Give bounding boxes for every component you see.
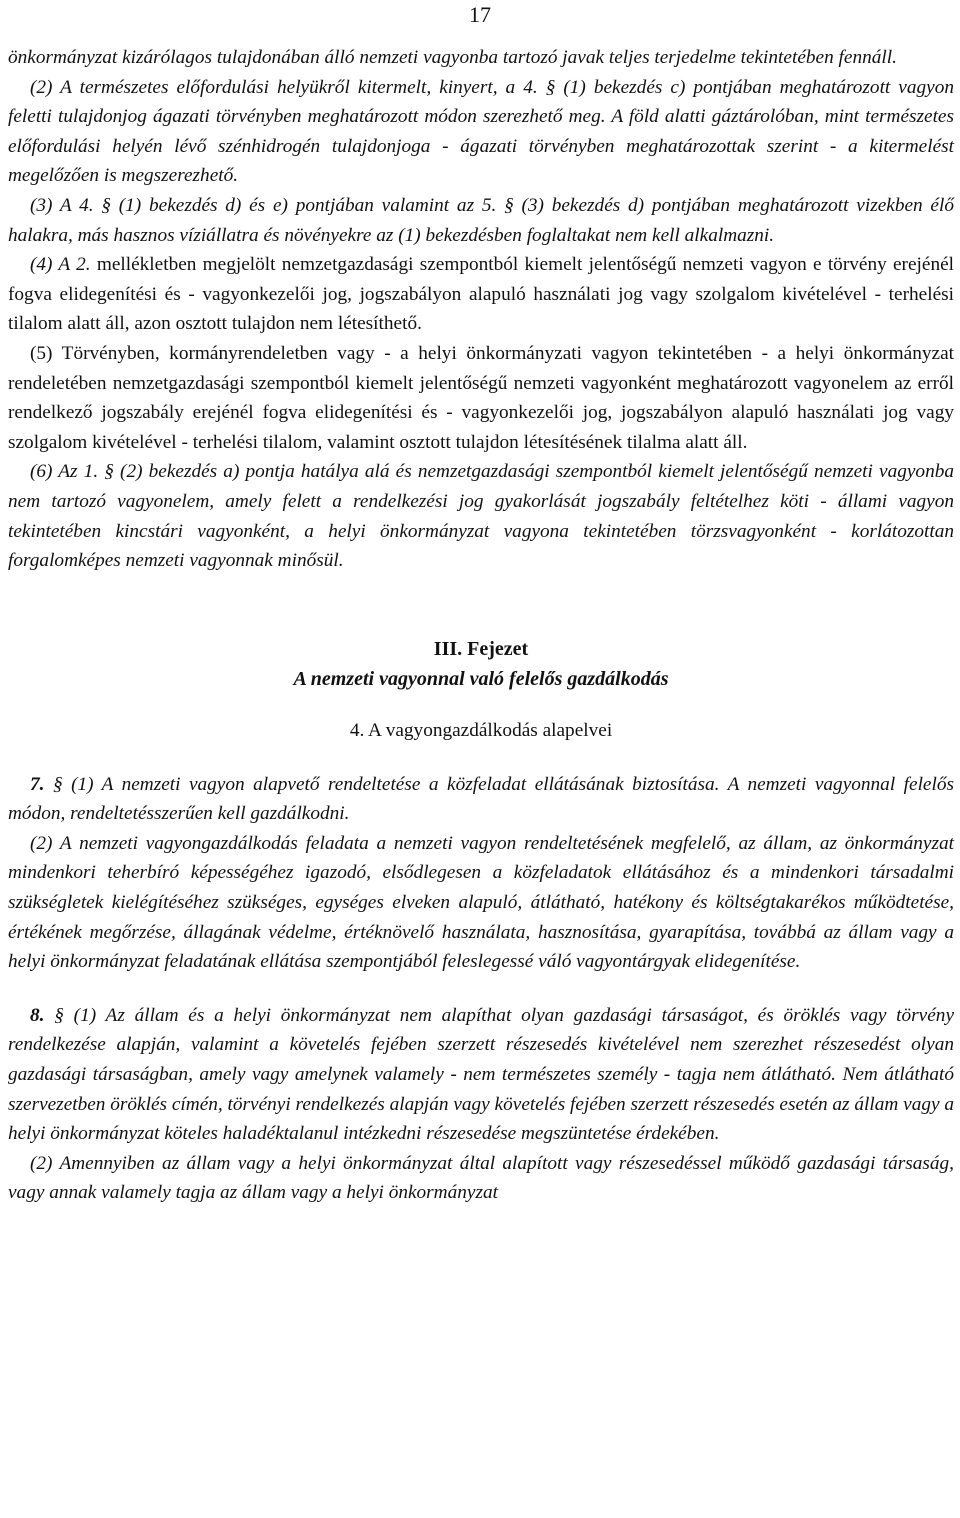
paragraph-text: (2) Amen [30, 1152, 104, 1174]
paragraph-text: mellékletben megjelölt nemzetgazdasági szempontból kiemelt jelentőségű nemzeti vagyon e törvény erejénél fogva elidegenítési és - vagyonkezelői jog, jogszabályon alapuló használati jog vagy szolgalom kivételével - terhelési tilalom alatt áll, azon osztott tulajdon nem létesíthető. [8, 254, 954, 335]
section-7-paragraph-1 [8, 770, 954, 829]
paragraph-text: (5) Törvényben, kormányrendeletben vagy - a helyi önkormányzati vagyon tekintetében - a helyi önkormányzat rendeletében nemzetgazdasági szempontból kiemelt jelentőségű nemzeti vagyonként meghatározott vagyonelem az erről rendelkező jogszabály erejénél fogva elidegenítési és - vagyonkezelői jog, jogszabályon alapuló használati jog vagy szolgalom kivételével - terhelési tilalom, valamint osztott tulajdon létesítésének tilalma alatt áll. [8, 342, 954, 453]
paragraph-4 [8, 250, 954, 339]
paragraph-5 [8, 339, 954, 457]
paragraph-text: § (1) A nemzeti vagyon alapvető rendeltetése a közfeladat ellátásának biztosítása. A nemzeti vagyonnal felelős módon, rendeltetésszerűen kell gazdálkodni. [8, 773, 954, 825]
paragraph-text: (4) A 2. [30, 254, 91, 276]
paragraph-2 [8, 73, 954, 191]
paragraph-text: (2) A természetes előfordulási helyükről kitermelt, kinyert, a 4. § (1) bekezdés c) pontjában meghatározott vagyon feletti tulajdonjog ágazati törvényben meghatározott módon szerezhető meg. A föld alatti gáztárolóban, mint természetes előfordulási helyén lévő szénhidrogén tulajdonjoga - ágazati törvényben meghatározottak szerint - a kitermelést megelőzően is megszerezhető. [8, 76, 954, 187]
paragraph-text: nyiben az állam vagy a helyi önkormányzat által alapított vagy részesedéssel működő gazdasági társaság, vagy annak valamely tagja az állam vagy a helyi önkormányzat [8, 1152, 954, 1204]
section-7-paragraph-2 [8, 829, 954, 977]
paragraph-text: (2) A nemzeti vagyongazdálkodás feladata a nemzeti vagyon rendeltetésének megfelelő, az állam, az önkormányzat mindenkori teherbíró képességéhez igazodó, elsődlegesen a közfeladatok ellátásához és a mindenkori társadalmi szükségletek kielégítéséhez szükséges, egységes elveken alapuló, átlátható, hatékony és költségtakarékos működtetése, értékének megőrzése, állagának védelme, értéknövelő használata, hasznosítása, gyarapítása, továbbá az állam vagy a helyi önkormányzat feladatának ellátása szempontjából feleslegessé váló vagyontárgyak elidegenítése. [8, 832, 954, 973]
section-number: 7. [30, 773, 45, 795]
paragraph-text: (3) A 4. § (1) bekezdés d) és e) pontjában valamint az 5. § (3) bekezdés d) pontjában meghatározott vizekben élő halakra, más hasznos víziállatra és növényekre az (1) bekezdésben foglaltakat nem kell alkalmazni. [8, 194, 954, 246]
paragraph-3 [8, 191, 954, 250]
paragraph-text: (6) Az 1. § (2) bekezdés a) pontja hatálya alá és nemzetgazdasági szempontból kiemelt jelentőségű nemzeti vagyonba nem tartozó vagyonelem, amely felett a rendelkezési jog gyakorlását jogszabály feltételhez köti - állami vagyon tekintetében kincstári vagyonként, a helyi önkormányzat vagyona tekintetében törzsvagyonként - korlátozottan forgalomképes nemzeti vagyonnak minősül. [8, 461, 954, 572]
section-number: 8. [30, 1004, 45, 1026]
paragraph-6 [8, 457, 954, 575]
section-8-paragraph-2 [8, 1149, 954, 1208]
paragraph-text: § (1) Az állam és a helyi önkormányzat nem alapíthat olyan gazdasági társaságot, és öröklés vagy törvény rendelkezése alapján, valamint a követelés fejében szerzett részesedés kivételével nem szerezhet részesedést olyan gazdasági társaságban, amely vagy amelynek vala [8, 1004, 954, 1086]
paragraph-continuation [8, 43, 954, 73]
chapter-title: A nemzeti vagyonnal való felelős gazdálkodás [293, 667, 669, 690]
chapter-number: III. Fejezet [433, 637, 529, 660]
paragraph-text: önkormányzat kizárólagos tulajdonában álló nemzeti vagyonba tartozó javak teljes terjedelme tekintetében fennáll. [8, 47, 897, 68]
document-body [8, 43, 954, 1208]
paragraph-text: mely - nem természetes személy - tagja nem átlátható. Nem átlátható szervezetben öröklés címén, törvényi rendelkezés alapján vagy követelés fejében szerzett részesedés esetén az állam vagy a helyi önkormányzat köteles haladéktalanul intézkedni részesedése megszüntetése érdekében. [8, 1064, 954, 1145]
section-subtitle: 4. A vagyongazdálkodás alapelvei [349, 719, 613, 741]
page-number: 17 [469, 2, 491, 27]
section-8-paragraph-1 [8, 1001, 954, 1149]
